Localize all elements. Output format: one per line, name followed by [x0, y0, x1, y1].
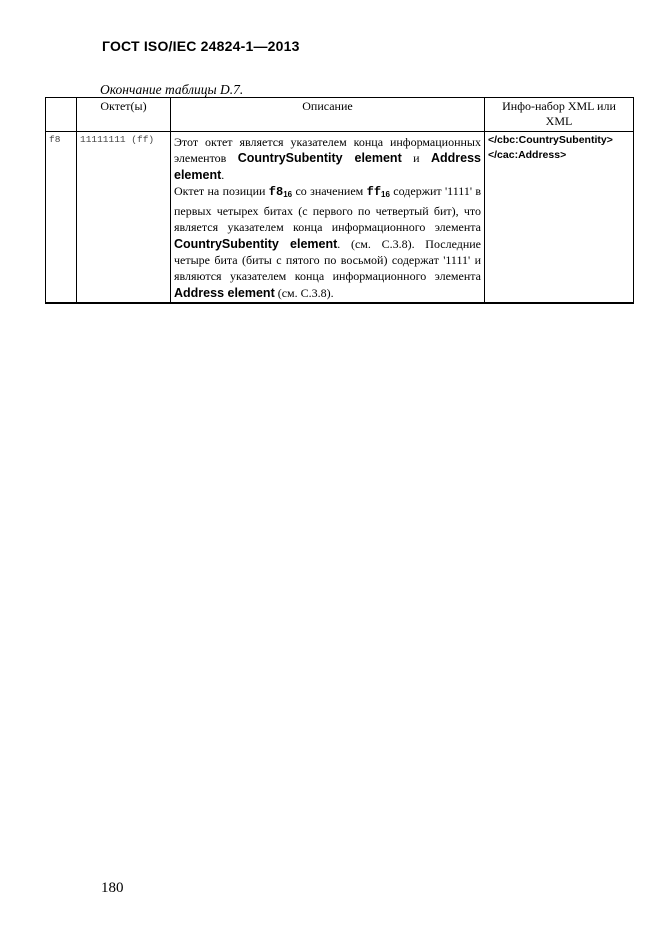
description-paragraph-2: Октет на позиции $f8_{16}$ со значением $ff_{16}$ содержит '1111' в первых четырех битах (с первого по четвертый бит), что является указателем конца информационного элемента CountrySubentity element. (см. С.3.8). Последние четыре бита (биты с пятого по восьмой) содержат '1111' и являются указателем конца информационного элемента Address element (см. С.3.8). — [174, 183, 482, 300]
document-header: ГОСТ ISO/IEC 24824-1—2013 — [102, 38, 300, 54]
column-header-description: Описание — [171, 98, 485, 132]
octet-cell: 11111111 (ff) — [77, 132, 171, 303]
xml-line-2: </cac:Address> — [488, 149, 567, 161]
hex-cell: f8 — [46, 132, 77, 303]
column-header-hex — [46, 98, 77, 132]
table-caption: Окончание таблицы D.7. — [100, 82, 244, 97]
page-number: 180 — [101, 880, 124, 896]
column-header-xml: Инфо-набор XML или XML — [485, 98, 634, 132]
description-paragraph-1: Этот октет является указателем конца информационных элементов CountrySubentity element и Address element. — [174, 135, 481, 182]
table-row — [46, 132, 634, 303]
table-header-row — [46, 98, 634, 132]
spec-table — [45, 97, 634, 304]
column-header-octets: Октет(ы) — [77, 98, 171, 132]
description-cell — [171, 132, 485, 303]
xml-cell — [485, 132, 634, 303]
xml-line-1: </cbc:CountrySubentity> — [488, 134, 613, 146]
